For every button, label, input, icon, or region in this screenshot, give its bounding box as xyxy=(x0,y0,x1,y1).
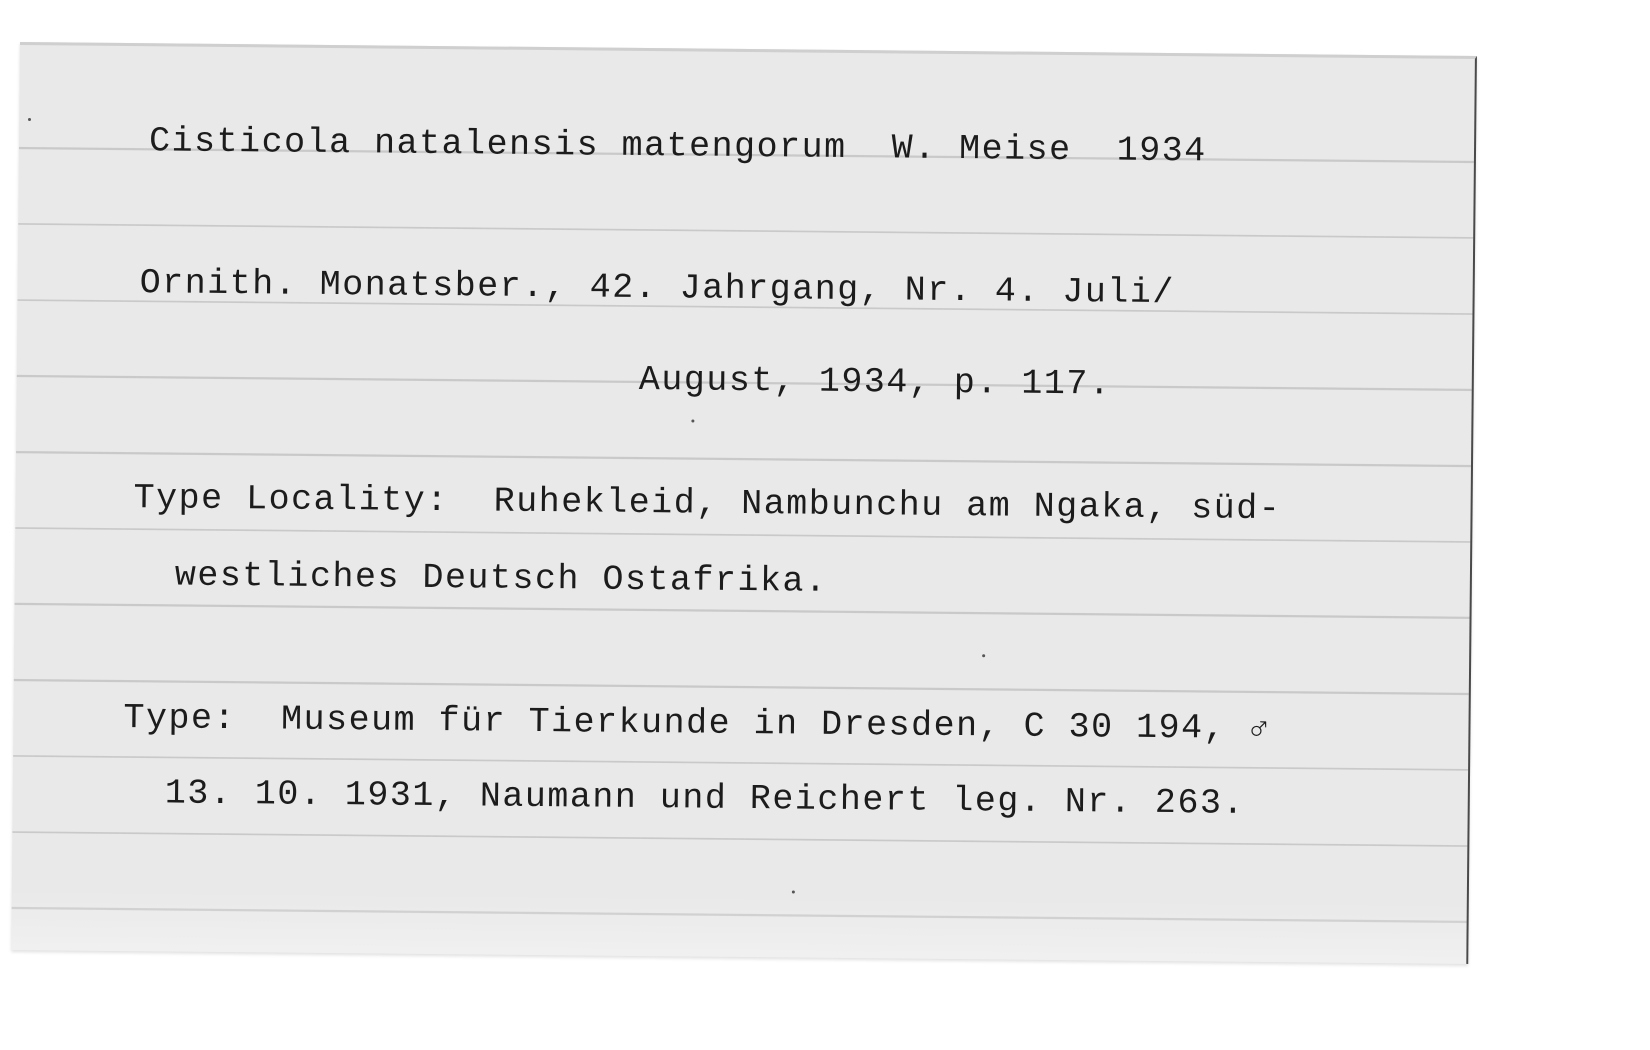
type-line-2: 13. 10. 1931, Naumann und Reichert leg. Nr. 263. xyxy=(164,773,1246,824)
scan-speck xyxy=(28,118,31,121)
type-locality-line-1: Type Locality: Ruhekleid, Nambunchu am Ngaka, süd- xyxy=(133,478,1282,530)
paper-speck xyxy=(691,419,694,422)
index-card xyxy=(11,42,1477,964)
type-line-1: Type: Museum für Tierkunde in Dresden, C 30 194, ♂ xyxy=(123,698,1272,750)
paper-speck xyxy=(982,654,985,657)
paper-speck xyxy=(792,890,795,893)
citation-line-2: August, 1934, p. 117. xyxy=(638,359,1112,405)
citation-line-1: Ornith. Monatsber., 42. Jahrgang, Nr. 4. Juli/ xyxy=(139,263,1176,314)
type-locality-line-2: westliches Deutsch Ostafrika. xyxy=(174,555,828,602)
taxon-name-line: Cisticola natalensis matengorum W. Meise 1934 xyxy=(148,121,1207,172)
